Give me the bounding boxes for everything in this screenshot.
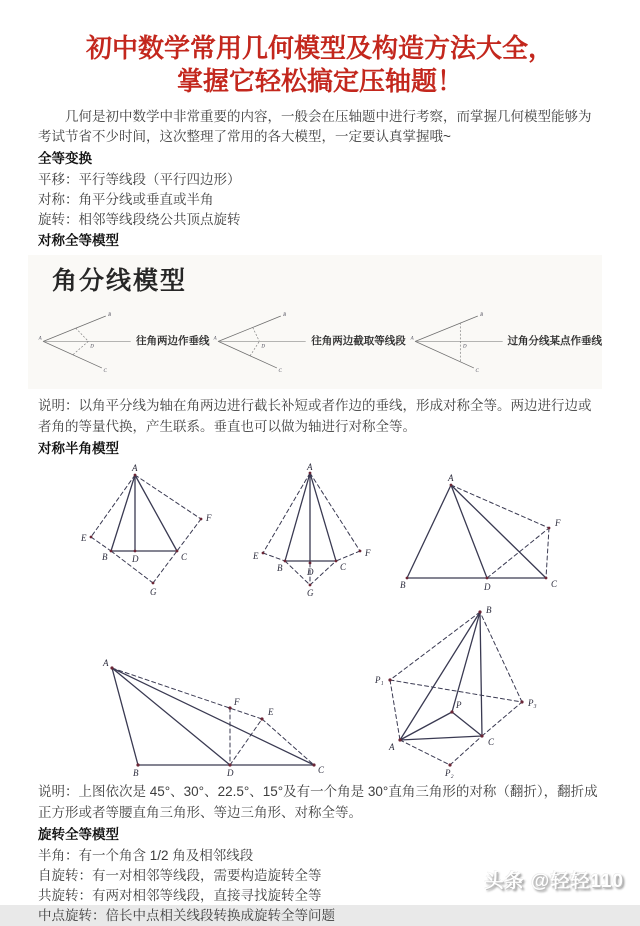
triangle-diagram-45deg (71, 463, 221, 598)
svg-text:G: G (307, 587, 314, 598)
page-title (38, 32, 602, 99)
svg-text:B: B (400, 579, 406, 590)
svg-text:F: F (206, 512, 212, 523)
angle-diagram-perpendicular-line (410, 301, 506, 381)
svg-text:D: D (90, 343, 94, 349)
svg-text:D: D (307, 566, 314, 577)
svg-text:F: F (234, 696, 240, 707)
svg-text:B: B (108, 312, 112, 318)
svg-text:P₂: P₂ (445, 767, 454, 778)
svg-text:B: B (102, 551, 108, 562)
method-perpendicular-to-sides (38, 301, 210, 381)
svg-text:A: A (213, 335, 217, 341)
heading-half-angle: 对称半角模型 (38, 440, 119, 456)
svg-text:P₃: P₃ (528, 697, 537, 708)
svg-text:C: C (181, 551, 188, 562)
line-rotation: 旋转：相邻等线段绕公共顶点旋转 (38, 211, 241, 227)
method-label: 往角两边截取等线段 (311, 335, 406, 348)
figure-angle-bisector-model (28, 255, 602, 389)
svg-text:E: E (253, 550, 259, 561)
intro-paragraph: 几何是初中数学中非常重要的内容，一般会在压轴题中进行考察，而掌握几何模型能够为考试节省不少时间，这次整理了常用的各大模型，一定要认真掌握哦~ (38, 108, 592, 144)
svg-text:F: F (555, 517, 561, 528)
method-label: 过角分线某点作垂线 (507, 335, 602, 348)
svg-text:D: D (261, 343, 266, 349)
angle-diagram-perpendiculars (38, 301, 134, 381)
half-angle-row-2 (38, 602, 602, 777)
svg-text:A: A (132, 462, 138, 473)
line-midpoint-rotation: 中点旋转：倍长中点相关线段转换成旋转全等问题 (38, 907, 335, 923)
svg-text:A: A (38, 335, 42, 341)
svg-text:G: G (150, 586, 157, 597)
triangle-diagram-15deg (90, 655, 346, 777)
watermark: 头条 @轻轻110 (484, 871, 624, 892)
note-half-angle: 说明：上图依次是 45°、30°、22.5°、15°及有一个角是 30°直角三角形的对称（翻折），翻折成正方形或者等腰直角三角形、等边三角形、对称全等。 (38, 783, 598, 820)
page-title-line2: 掌握它轻松搞定压轴题！ (176, 67, 463, 97)
svg-text:C: C (475, 368, 479, 374)
angle-bisector-methods-row (38, 301, 602, 381)
svg-text:D: D (484, 581, 491, 592)
svg-text:C: C (551, 578, 558, 589)
svg-text:P₁: P₁ (375, 674, 384, 685)
svg-text:E: E (268, 706, 274, 717)
svg-text:E: E (81, 532, 87, 543)
svg-text:B: B (277, 562, 283, 573)
method-label: 往角两边作垂线 (136, 335, 210, 348)
line-symmetry: 对称：角平分线或垂直或半角 (38, 191, 214, 207)
heading-symmetric-congruent: 对称全等模型 (38, 232, 119, 248)
half-angle-row-1 (38, 463, 602, 598)
method-perpendicular-through-point (410, 301, 603, 381)
svg-text:A: A (103, 657, 109, 668)
svg-text:F: F (365, 547, 371, 558)
triangle-diagram-22-5deg (399, 473, 569, 598)
line-self-rotation: 自旋转：有一对相邻等线段，需要构造旋转全等 (38, 867, 322, 883)
svg-text:B: B (486, 604, 492, 615)
svg-text:D: D (132, 553, 139, 564)
figure-title: 角分线模型 (52, 266, 188, 295)
svg-text:A: A (410, 335, 414, 341)
svg-text:C: C (318, 764, 325, 775)
line-co-rotation: 共旋转：有两对相邻等线段，直接寻找旋转全等 (38, 887, 322, 903)
svg-text:C: C (340, 561, 347, 572)
line-translation: 平移：平行等线段（平行四边形） (38, 171, 241, 187)
svg-text:B: B (479, 312, 483, 318)
svg-text:D: D (462, 343, 467, 349)
line-half-angle: 半角：有一个角含 1/2 角及相邻线段 (38, 847, 254, 863)
heading-congruent-transform: 全等变换 (38, 150, 92, 166)
angle-diagram-equal-segments (213, 301, 309, 381)
svg-text:D: D (227, 767, 234, 778)
svg-text:C: C (278, 368, 283, 374)
svg-text:A: A (307, 461, 313, 472)
svg-text:B: B (283, 312, 287, 318)
heading-rotation-congruent: 旋转全等模型 (38, 826, 119, 842)
svg-text:A: A (448, 472, 454, 483)
svg-text:B: B (133, 767, 139, 778)
note-angle-bisector: 说明：以角平分线为轴在角两边进行截长补短或者作边的垂线，形成对称全等。两边进行边或者角的等量代换，产生联系。垂直也可以做为轴进行对称全等。 (38, 397, 592, 434)
method-equal-segments (213, 301, 406, 381)
svg-text:P: P (456, 699, 462, 710)
svg-text:A: A (389, 741, 395, 752)
triangle-diagram-30deg (235, 463, 385, 598)
svg-text:C: C (103, 368, 107, 374)
svg-text:C: C (488, 736, 495, 747)
triangle-diagram-rotation-points (360, 602, 550, 777)
page-title-line1: 初中数学常用几何模型及构造方法大全， (85, 34, 554, 63)
